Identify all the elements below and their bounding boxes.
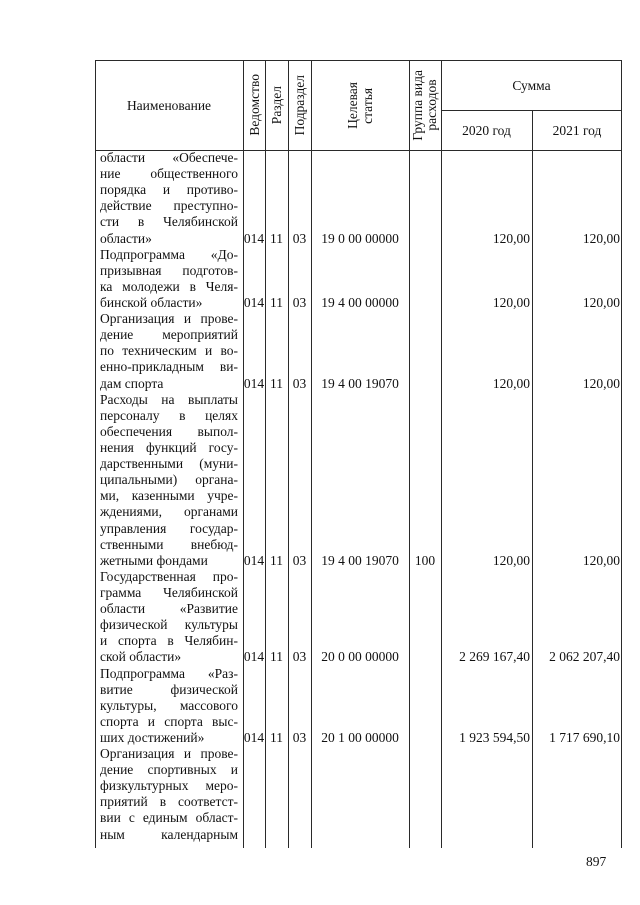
subsection-code-cell: 03 [292,230,307,246]
sum-2021-cell: 2 062 207,40 [549,649,620,665]
row-name-line: ка молодежи в Челя- [100,278,238,294]
department-code-cell: 014 [243,375,265,391]
header-year-2020 [441,110,532,150]
header-subsection-label: Подраздел [292,74,307,136]
row-name-line: спорта и спорта выс- [100,713,238,729]
expense-group-cell: 100 [414,552,436,568]
section-code-cell: 11 [270,552,283,568]
header-target-item-line: Целевая [345,81,360,129]
row-name-line: по техническим и во- [100,343,238,359]
sum-2021-cell: 120,00 [582,230,620,246]
row-name-line: физической культуры [100,617,238,633]
table-row [95,569,622,666]
header-name [95,60,243,150]
header-year-2020-label: 2020 год [462,122,511,138]
sum-2020-cell: 120,00 [492,375,530,391]
header-expense-group-label [411,70,439,141]
sum-2020-cell: 2 269 167,40 [459,649,530,665]
target-item-cell: 20 1 00 00000 [321,729,399,745]
subsection-code-cell: 03 [292,729,307,745]
expense-group-cell [409,730,441,746]
header-expense-group-line: Группа вида [410,69,425,141]
row-name-line: витие физической [100,681,238,697]
row-name-line: Государственная про- [100,568,238,584]
row-name-line: ждениями, органами [100,504,238,520]
row-name-line: Расходы на выплаты [100,391,238,407]
table-row [95,746,622,843]
row-name-line: области «Обеспече- [100,150,238,165]
header-expense-group [409,60,441,150]
sum-2021-cell: 120,00 [582,552,620,568]
header-target-item-label [345,82,375,129]
header-sum-label: Сумма [512,77,551,93]
page-number: 897 [586,854,607,869]
row-name-line: енно-прикладным ви- [100,359,238,375]
sum-2020-cell: 1 923 594,50 [459,729,530,745]
row-name-cell [95,392,243,569]
sum-2020-cell [441,827,532,843]
subsection-code-cell: 03 [292,294,307,310]
table-body [95,150,622,843]
subsection-code-cell: 03 [292,552,307,568]
target-item-cell: 19 4 00 19070 [321,552,399,568]
target-item-cell: 19 4 00 00000 [321,294,399,310]
department-code-cell: 014 [243,294,265,310]
row-name-line: дарственными (муни- [100,456,238,472]
subsection-code-cell [288,827,311,843]
header-sum [441,60,622,110]
row-name-line: ших достижений» [100,729,205,745]
sum-2020-cell: 120,00 [492,294,530,310]
header-subsection [288,60,311,150]
sum-2021-cell: 1 717 690,10 [549,729,620,745]
row-name-line: порядка и противо- [100,182,238,198]
sum-2021-cell: 120,00 [582,294,620,310]
row-name-line: управления государ- [100,520,238,536]
row-name-line: области «Развитие [100,601,238,617]
section-code-cell: 11 [270,649,283,665]
table-row [95,247,622,311]
expense-group-cell [409,376,441,392]
row-name-line: бинской области» [100,294,203,310]
sum-2021-cell: 120,00 [582,375,620,391]
row-name-line: грамма Челябинской [100,584,238,600]
budget-table [95,60,622,848]
row-name-cell [95,569,243,666]
table-row [95,311,622,392]
expense-group-cell [409,295,441,311]
subsection-code-cell: 03 [292,375,307,391]
row-name-line: обеспечения выпол- [100,423,238,439]
target-item-cell [311,827,409,843]
row-name-cell [95,247,243,311]
section-code-cell: 11 [270,294,283,310]
section-code-cell [265,827,288,843]
row-name-cell [95,150,243,247]
row-name-line: области» [100,230,152,246]
row-name-line: ным календарным [100,826,238,842]
header-target-item [311,60,409,150]
row-name-line: ской области» [100,649,182,665]
row-name-line: жетными фондами [100,552,208,568]
row-name-line: ние общественного [100,166,238,182]
row-name-cell [95,666,243,747]
target-item-cell: 19 4 00 19070 [321,375,399,391]
row-name-line: дам спорта [100,375,164,391]
sum-2020-cell: 120,00 [492,552,530,568]
row-name-line: действие преступно- [100,198,238,214]
row-name-line: вии с единым област- [100,810,238,826]
sum-2021-cell [532,827,622,843]
header-department-label: Ведомство [246,74,262,136]
table-row [95,392,622,569]
subsection-code-cell: 03 [292,649,307,665]
expense-group-cell [409,827,441,843]
row-name-cell [95,311,243,392]
row-name-line: ми, казенными учре- [100,488,238,504]
row-name-cell [95,746,243,843]
header-year-2021-label: 2021 год [552,122,602,138]
section-code-cell: 11 [270,230,283,246]
row-name-line: и спорта в Челябин- [100,633,238,649]
row-name-line: нения функций госу- [100,439,238,455]
department-code-cell: 014 [243,230,265,246]
row-name-line: приятий в соответст- [100,794,238,810]
row-name-line: Организация и прове- [100,746,238,762]
row-name-line: культуры, массового [100,697,238,713]
header-department [243,60,265,150]
header-year-2021 [532,110,622,150]
row-name-line: ственными внебюд- [100,536,238,552]
expense-group-cell [409,649,441,665]
row-name-line: Подпрограмма «До- [100,246,238,262]
section-code-cell: 11 [270,375,283,391]
row-name-line: физкультурных меро- [100,778,238,794]
header-expense-group-line: расходов [424,79,439,131]
row-name-line: Организация и прове- [100,311,238,327]
header-name-label: Наименование [126,97,212,113]
row-name-line: ципальными) органа- [100,472,238,488]
department-code-cell: 014 [243,649,265,665]
department-code-cell: 014 [243,552,265,568]
row-name-line: призывная подготов- [100,262,238,278]
row-name-line: дение мероприятий [100,327,238,343]
sum-2020-cell: 120,00 [492,230,530,246]
header-section [265,60,288,150]
table-row [95,150,622,247]
target-item-cell: 20 0 00 00000 [321,649,399,665]
section-code-cell: 11 [270,729,283,745]
table-row [95,666,622,747]
header-section-label: Раздел [269,85,284,125]
row-name-line: Подпрограмма «Раз- [100,665,238,681]
department-code-cell: 014 [243,729,265,745]
target-item-cell: 19 0 00 00000 [321,230,399,246]
row-name-line: персоналу в целях [100,407,238,423]
expense-group-cell [409,231,441,247]
row-name-line: дение спортивных и [100,762,238,778]
department-code-cell [243,827,265,843]
header-target-item-line: статья [360,87,375,123]
row-name-line: сти в Челябинской [100,214,238,230]
